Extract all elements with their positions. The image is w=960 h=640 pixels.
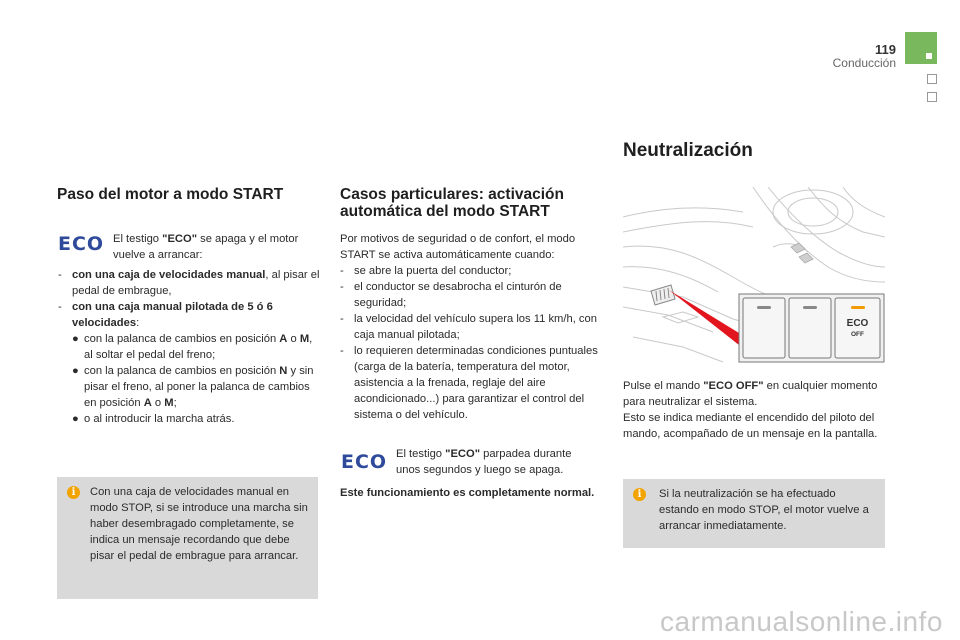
chapter-tab-empty[interactable] — [927, 74, 937, 84]
list-item: - con una caja de velocidades manual, al pisar el pedal de embrague, — [58, 269, 320, 297]
info-box — [623, 479, 885, 548]
info-text: Si la neutralización se ha efectuado estando en modo STOP, el motor vuelve a arrancar inmediatamente. — [659, 488, 869, 532]
info-text: Con una caja de velocidades manual en modo STOP, si se introduce una marcha sin haber desembragado completamente, se indica un mensaje recordando que debe pisar el pedal de embrague para arrancar. — [90, 486, 308, 562]
sub-list-item: ● con la palanca de cambios en posición N y sin pisar el freno, al poner la palanca de cambios en posición A o M; — [72, 365, 314, 409]
col2-intro: Por motivos de seguridad o de confort, el modo START se activa automáticamente cuando: — [340, 233, 576, 261]
tab-marker — [926, 53, 932, 59]
sub-list-item: ● con la palanca de cambios en posición A o M, al soltar el pedal del freno; — [72, 333, 313, 361]
dashboard-illustration — [623, 187, 885, 364]
list-item: - se abre la puerta del conductor; — [340, 265, 512, 277]
watermark: carmanualsonline.info — [660, 606, 943, 637]
page-number: 119 — [875, 42, 896, 57]
list-item: - el conductor se desabrocha el cinturón de seguridad; — [340, 281, 562, 309]
eco-off-label-bottom: OFF — [851, 331, 864, 338]
col1-list — [58, 267, 320, 427]
list-item: - la velocidad del vehículo supera los 11 km/h, con caja manual pilotada; — [340, 313, 597, 341]
info-icon: i — [67, 486, 80, 499]
col2-closing: Este funcionamiento es completamente normal. — [340, 487, 595, 499]
col2-title: Casos particulares: activación automática del modo START — [340, 186, 564, 221]
list-item: - lo requieren determinadas condiciones puntuales (carga de la batería, temperatura del motor, asistencia a la frenada, reglaje del aire acondicionado...) para garantizar el control del sistema o del vehículo. — [340, 345, 598, 421]
col3-paragraph-2: Esto se indica mediante el encendido del piloto del mando, acompañado de un mensaje en la pantalla. — [623, 412, 878, 440]
info-icon: i — [633, 488, 646, 501]
sub-list-item: ● o al introducir la marcha atrás. — [72, 413, 235, 425]
col3-paragraph-1: Pulse el mando "ECO OFF" en cualquier momento para neutralizar el sistema. — [623, 380, 878, 408]
col2-eco-text: El testigo "ECO" parpadea durante unos segundos y luego se apaga. — [396, 448, 572, 476]
eco-off-button[interactable] — [835, 318, 880, 340]
info-box — [57, 477, 318, 599]
eco-indicator-icon: ECO — [58, 233, 105, 255]
chapter-tab-empty[interactable] — [927, 92, 937, 102]
eco-off-label-top: ECO — [846, 318, 869, 329]
section-title: Conducción — [832, 56, 896, 70]
col1-title: Paso del motor a modo START — [57, 186, 284, 203]
col2-list — [340, 263, 602, 423]
eco-indicator-icon: ECO — [341, 451, 388, 473]
list-item: - con una caja manual pilotada de 5 ó 6 velocidades: ● con la palanca de cambios en posición A o M, al soltar el pedal del freno; ● con la palanca de cambios en posición N y sin pisar el freno, al poner la palanca de cambios en posición A o M; ● o al introducir la marcha atrás. — [58, 299, 320, 427]
col1-intro: El testigo "ECO" se apaga y el motor vuelve a arrancar: — [113, 233, 299, 261]
col3-title: Neutralización — [623, 140, 753, 161]
chapter-tab[interactable] — [905, 32, 937, 64]
